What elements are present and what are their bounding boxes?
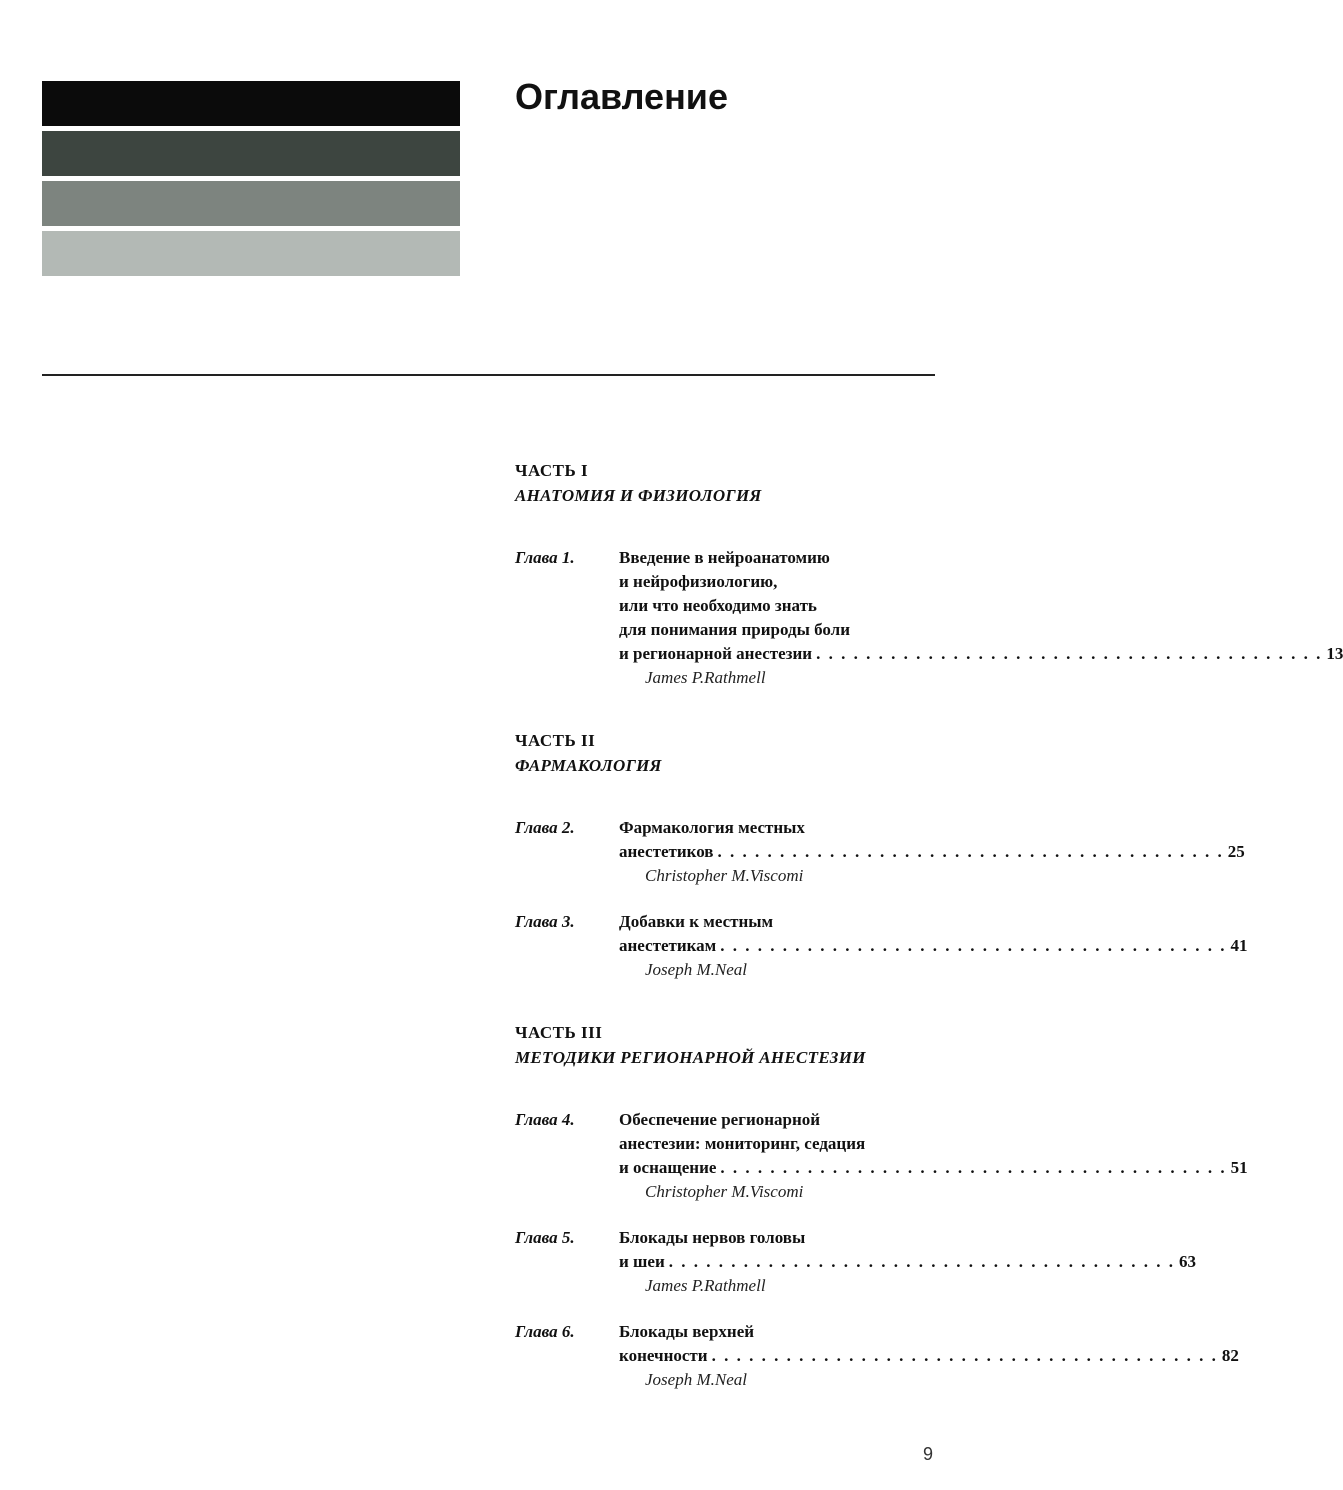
chapter-title-line: и оснащение <box>619 1158 717 1177</box>
chapter-title-line: анестетиков <box>619 842 714 861</box>
chapter-body <box>619 546 1343 690</box>
chapter-number: Глава 1. <box>515 548 575 567</box>
leader-dots <box>669 1250 1175 1274</box>
chapter-title-line: и нейрофизиологию, <box>619 572 778 591</box>
chapter-number: Глава 2. <box>515 818 575 837</box>
leader-dots <box>720 934 1226 958</box>
part-title: МЕТОДИКИ РЕГИОНАРНОЙ АНЕСТЕЗИИ <box>515 1048 866 1067</box>
part-label: ЧАСТЬ I <box>515 461 589 480</box>
chapter-last-line <box>619 840 1245 864</box>
chapter-title-line: для понимания природы боли <box>619 620 850 639</box>
chapter-title-line: анестетикам <box>619 936 717 955</box>
black-bar <box>42 81 460 126</box>
part-label: ЧАСТЬ III <box>515 1023 603 1042</box>
chapter-title-line: или что необходимо знать <box>619 596 817 615</box>
toc-chapter[interactable] <box>515 546 1343 690</box>
chapter-title-line: конечности <box>619 1346 708 1365</box>
chapter-title-line: и регионарной анестезии <box>619 644 813 663</box>
chapter-body <box>619 816 1245 888</box>
chapter-author: Joseph M.Neal <box>645 1370 747 1389</box>
toc-chapter[interactable] <box>515 1108 1248 1204</box>
chapter-title-line: Блокады нервов головы <box>619 1228 806 1247</box>
page-number: 9 <box>923 1444 934 1464</box>
chapter-author: Christopher M.Viscomi <box>645 866 804 885</box>
page-title: Оглавление <box>515 76 728 117</box>
toc-part <box>515 1020 925 1070</box>
chapter-title-line: Добавки к местным <box>619 912 774 931</box>
chapter-title-line: Введение в нейроанатомию <box>619 548 830 567</box>
chapter-last-line <box>619 1156 1248 1180</box>
chapter-page: 51 <box>1230 1158 1248 1177</box>
table-of-contents <box>515 458 1343 1414</box>
chapter-author: Christopher M.Viscomi <box>645 1182 804 1201</box>
chapter-page: 63 <box>1179 1252 1196 1271</box>
toc-chapter[interactable] <box>515 1226 1196 1298</box>
part-label: ЧАСТЬ II <box>515 731 596 750</box>
chapter-author: James P.Rathmell <box>645 668 766 687</box>
chapter-number: Глава 6. <box>515 1322 575 1341</box>
chapter-page: 25 <box>1227 842 1245 861</box>
leader-dots <box>720 1156 1226 1180</box>
chapter-number: Глава 5. <box>515 1228 575 1247</box>
chapter-page: 13 <box>1326 644 1343 663</box>
chapter-number: Глава 4. <box>515 1110 575 1129</box>
chapter-last-line <box>619 1250 1196 1274</box>
dark-gray-bar <box>42 131 460 176</box>
leader-dots <box>816 642 1322 666</box>
chapter-title-line: Фармакология местных <box>619 818 805 837</box>
part-title: АНАТОМИЯ И ФИЗИОЛОГИЯ <box>515 486 762 505</box>
chapter-number: Глава 3. <box>515 912 575 931</box>
toc-part <box>515 458 925 508</box>
chapter-body <box>619 1226 1196 1298</box>
toc-chapter[interactable] <box>515 816 1245 888</box>
part-title: ФАРМАКОЛОГИЯ <box>515 756 662 775</box>
chapter-body <box>619 1108 1248 1204</box>
chapter-last-line <box>619 934 1248 958</box>
toc-part <box>515 728 925 778</box>
decorative-gradient-bars <box>42 81 460 281</box>
chapter-title-line: и шеи <box>619 1252 665 1271</box>
toc-chapter[interactable] <box>515 1320 1239 1392</box>
chapter-author: James P.Rathmell <box>645 1276 766 1295</box>
chapter-page: 41 <box>1230 936 1248 955</box>
chapter-title-line: анестезии: мониторинг, седация <box>619 1134 866 1153</box>
leader-dots <box>717 840 1223 864</box>
chapter-body <box>619 910 1248 982</box>
leader-dots <box>712 1344 1218 1368</box>
mid-gray-bar <box>42 181 460 226</box>
light-gray-bar <box>42 231 460 276</box>
chapter-title-line: Обеспечение регионарной <box>619 1110 821 1129</box>
toc-chapter[interactable] <box>515 910 1248 982</box>
chapter-title-line: Блокады верхней <box>619 1322 755 1341</box>
chapter-page: 82 <box>1221 1346 1239 1365</box>
chapter-author: Joseph M.Neal <box>645 960 747 979</box>
chapter-last-line <box>619 642 1343 666</box>
chapter-last-line <box>619 1344 1239 1368</box>
chapter-body <box>619 1320 1239 1392</box>
horizontal-divider <box>42 374 935 376</box>
